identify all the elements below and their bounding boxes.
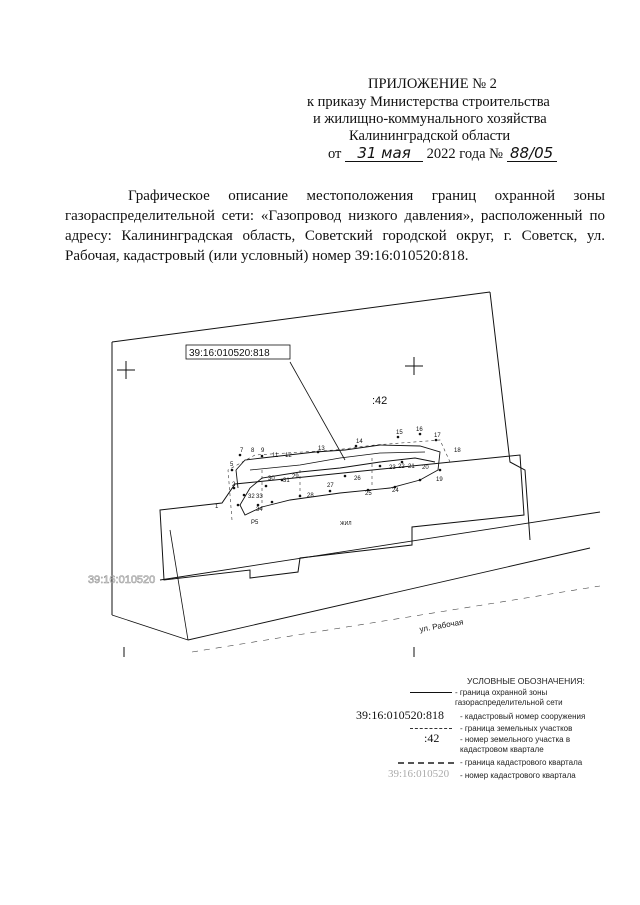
point-label: 19 — [436, 477, 443, 483]
handwritten-date: 31 мая — [345, 146, 423, 162]
point-label: 13 — [318, 446, 325, 452]
point-label: 22 — [398, 464, 405, 470]
legend-item-quarter-number: - номер кадастрового квартала — [460, 771, 576, 780]
street-label: ул. Рабочая — [418, 617, 464, 634]
point-label: 20 — [422, 465, 429, 471]
order-line-2: и жилищно-коммунального хозяйства — [313, 111, 547, 127]
point-label: 9 — [261, 448, 265, 454]
point-label: 15 — [396, 430, 403, 436]
legend-symbol-parcel: :42 — [424, 731, 440, 745]
appendix-title: ПРИЛОЖЕНИЕ № 2 — [368, 76, 497, 92]
point-label: 33 — [256, 494, 263, 500]
quarter-number-label: 39:16:010520 — [88, 574, 156, 586]
point-label: 8 — [251, 448, 255, 454]
point-label: 12 — [285, 453, 292, 459]
legend-symbol-structure: 39:16:010520:818 — [356, 708, 445, 722]
legend-item-parcels: - граница земельных участков — [460, 724, 573, 733]
legend-quarter-line — [398, 762, 454, 764]
structure-number-label: 39:16:010520:818 — [189, 348, 270, 359]
point-label: 2 — [232, 482, 236, 488]
point-label: 27 — [327, 483, 334, 489]
point-label: 25 — [365, 491, 372, 497]
legend-symbol-quarter: 39:16:010520 — [388, 768, 450, 780]
point-label: 31 — [283, 478, 290, 484]
point-label: 5 — [230, 462, 234, 468]
point-label: 32 — [248, 494, 255, 500]
point-label: 28 — [307, 493, 314, 499]
order-line-1: к приказу Министерства строительства — [307, 94, 550, 110]
legend-item-quarter: - граница кадастрового квартала — [460, 758, 583, 767]
point-label: 29 — [292, 474, 299, 480]
point-label: 18 — [454, 448, 461, 454]
legend-item-parcel-number: - номер земельного участка в кадастровом квартале — [460, 735, 571, 754]
legend-title: УСЛОВНЫЕ ОБОЗНАЧЕНИЯ: — [467, 676, 585, 686]
legend-parcel-line — [410, 728, 452, 729]
legend-item-structure: - кадастровый номер сооружения — [460, 712, 586, 721]
point-label: 26 — [354, 476, 361, 482]
legend-zone-line — [410, 692, 452, 693]
point-label: 7 — [240, 448, 244, 454]
date-suffix: 2022 года № — [426, 146, 503, 162]
handwritten-number: 88/05 — [507, 146, 557, 162]
point-labels — [215, 427, 461, 526]
order-line-3: Калининградской области — [349, 128, 511, 144]
date-prefix: от — [328, 146, 342, 162]
point-label: 17 — [434, 433, 441, 439]
point-label: 14 — [356, 439, 363, 445]
grid-cross-right — [405, 357, 423, 375]
point-label: 21 — [408, 464, 415, 470]
point-label: 34 — [256, 507, 263, 513]
grid-cross-left — [117, 361, 135, 379]
legend-item-zone: - граница охранной зоны газораспределительной сети — [455, 688, 563, 707]
point-label: 30 — [268, 476, 275, 482]
protection-zone-outline — [236, 445, 440, 515]
point-label: 24 — [392, 488, 399, 494]
point-label: 23 — [389, 465, 396, 471]
point-label: 1 — [215, 504, 219, 510]
point-label: 11 — [272, 453, 279, 459]
building-outline — [160, 455, 524, 580]
parcel-number-label: :42 — [372, 395, 388, 407]
point-label: 16 — [416, 427, 423, 433]
description-paragraph: Графическое описание местоположения границ охранной зоны газораспределительной сети: «Газопровод низкого давления», расположенный по адресу: Калининградская область, Советский городской округ, г. Советск, ул. Рабочая, кадастровый (или условный) номер 39:16:010520:818. — [65, 188, 605, 264]
building-label: ЖИЛ — [340, 521, 352, 527]
point-label: P5 — [251, 520, 259, 526]
